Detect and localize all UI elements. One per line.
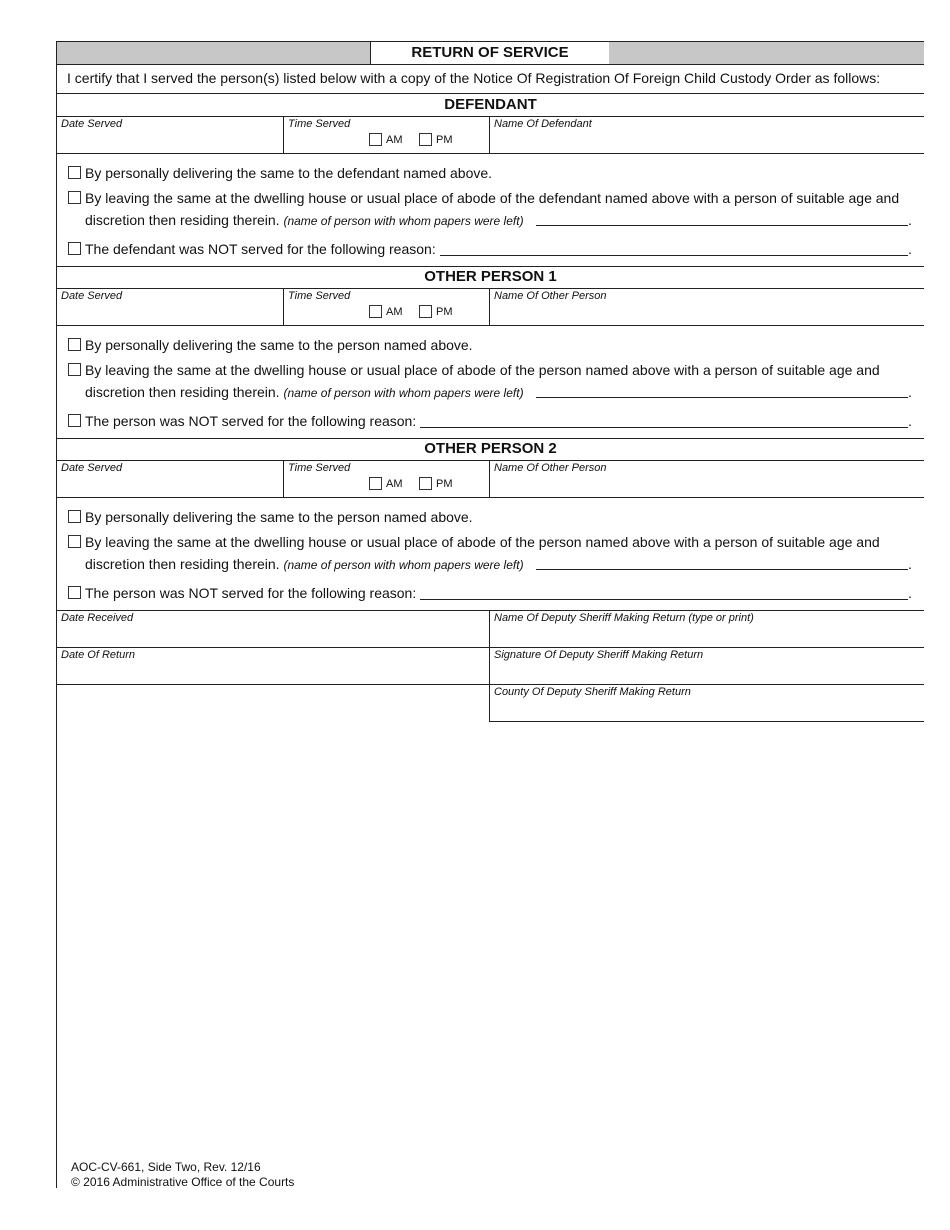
title-shade-left (57, 42, 370, 64)
section-heading-other-person-2: OTHER PERSON 2 (424, 440, 557, 457)
form-id: AOC-CV-661, Side Two, Rev. 12/16 (71, 1160, 261, 1174)
cell-divider (283, 116, 284, 153)
divider (57, 325, 924, 326)
papers-left-name-line[interactable] (536, 397, 908, 398)
discretion-text: discretion then residing therein. (85, 556, 280, 572)
am-label: AM (386, 306, 403, 318)
cell-divider (489, 116, 490, 153)
discretion-text: discretion then residing therein. (85, 212, 280, 228)
name-of-defendant-label: Name Of Defendant (494, 118, 592, 130)
deputy-county-label: County Of Deputy Sheriff Making Return (494, 686, 691, 698)
not-served-text: The person was NOT served for the following reason: (85, 585, 417, 601)
date-of-return-label: Date Of Return (61, 649, 135, 661)
personal-delivery-text: By personally delivering the same to the person named above. (85, 509, 473, 525)
am-checkbox[interactable] (369, 133, 382, 146)
discretion-line (85, 556, 524, 572)
cell-divider (283, 288, 284, 325)
discretion-line (85, 384, 524, 400)
cell-divider (283, 460, 284, 497)
papers-left-name-line[interactable] (536, 225, 908, 226)
divider (57, 93, 924, 94)
divider (57, 116, 924, 117)
divider (57, 647, 924, 648)
divider (57, 497, 924, 498)
not-served-text: The defendant was NOT served for the following reason: (85, 241, 436, 257)
pm-label: PM (436, 306, 453, 318)
form-title: RETURN OF SERVICE (370, 42, 610, 64)
not-served-text: The person was NOT served for the following reason: (85, 413, 417, 429)
return-of-service-form (56, 41, 924, 1188)
dwelling-delivery-checkbox[interactable] (68, 535, 81, 548)
not-served-checkbox[interactable] (68, 414, 81, 427)
papers-left-hint: (name of person with whom papers were left) (283, 386, 524, 400)
pm-label: PM (436, 134, 453, 146)
period: . (908, 384, 912, 400)
pm-checkbox[interactable] (419, 477, 432, 490)
period: . (908, 212, 912, 228)
deputy-name-label: Name Of Deputy Sheriff Making Return (type or print) (494, 612, 754, 624)
divider (57, 684, 924, 685)
cell-divider (489, 610, 490, 722)
pm-checkbox[interactable] (419, 133, 432, 146)
date-served-label: Date Served (61, 118, 123, 130)
period: . (908, 241, 912, 257)
divider (57, 153, 924, 154)
divider (57, 288, 924, 289)
am-label: AM (386, 134, 403, 146)
cell-divider (489, 288, 490, 325)
pm-label: PM (436, 478, 453, 490)
not-served-reason-line[interactable] (440, 255, 908, 256)
name-of-other-person-label: Name Of Other Person (494, 462, 607, 474)
dwelling-delivery-checkbox[interactable] (68, 191, 81, 204)
period: . (908, 585, 912, 601)
not-served-reason-line[interactable] (420, 599, 908, 600)
personal-delivery-text: By personally delivering the same to the defendant named above. (85, 165, 493, 181)
divider (57, 266, 924, 267)
divider (57, 460, 924, 461)
period: . (908, 556, 912, 572)
papers-left-hint: (name of person with whom papers were left) (283, 214, 524, 228)
dwelling-delivery-checkbox[interactable] (68, 363, 81, 376)
divider (57, 610, 924, 611)
title-row (57, 41, 924, 65)
date-served-label: Date Served (61, 290, 123, 302)
am-label: AM (386, 478, 403, 490)
not-served-reason-line[interactable] (420, 427, 908, 428)
not-served-checkbox[interactable] (68, 586, 81, 599)
papers-left-hint: (name of person with whom papers were left) (283, 558, 524, 572)
date-received-label: Date Received (61, 612, 134, 624)
title-shade-right (609, 42, 924, 64)
section-heading-defendant: DEFENDANT (444, 96, 537, 113)
dwelling-delivery-text: By leaving the same at the dwelling house or usual place of abode of the defendant named above with a person of suitable age and (85, 190, 900, 206)
dwelling-delivery-text: By leaving the same at the dwelling house or usual place of abode of the person named above with a person of suitable age and (85, 362, 880, 378)
section-heading-other-person-1: OTHER PERSON 1 (424, 268, 557, 285)
pm-checkbox[interactable] (419, 305, 432, 318)
time-served-label: Time Served (288, 290, 351, 302)
not-served-checkbox[interactable] (68, 242, 81, 255)
personal-delivery-text: By personally delivering the same to the person named above. (85, 337, 473, 353)
certify-statement: I certify that I served the person(s) listed below with a copy of the Notice Of Registration Of Foreign Child Custody Order as follows: (67, 70, 881, 86)
cell-divider (489, 460, 490, 497)
discretion-line (85, 212, 524, 228)
discretion-text: discretion then residing therein. (85, 384, 280, 400)
personal-delivery-checkbox[interactable] (68, 510, 81, 523)
dwelling-delivery-text: By leaving the same at the dwelling house or usual place of abode of the person named above with a person of suitable age and (85, 534, 880, 550)
copyright: © 2016 Administrative Office of the Courts (71, 1175, 295, 1189)
time-served-label: Time Served (288, 462, 351, 474)
divider (489, 721, 924, 722)
personal-delivery-checkbox[interactable] (68, 338, 81, 351)
deputy-signature-label: Signature Of Deputy Sheriff Making Return (494, 649, 704, 661)
time-served-label: Time Served (288, 118, 351, 130)
date-served-label: Date Served (61, 462, 123, 474)
period: . (908, 413, 912, 429)
papers-left-name-line[interactable] (536, 569, 908, 570)
divider (57, 438, 924, 439)
am-checkbox[interactable] (369, 305, 382, 318)
am-checkbox[interactable] (369, 477, 382, 490)
name-of-other-person-label: Name Of Other Person (494, 290, 607, 302)
personal-delivery-checkbox[interactable] (68, 166, 81, 179)
